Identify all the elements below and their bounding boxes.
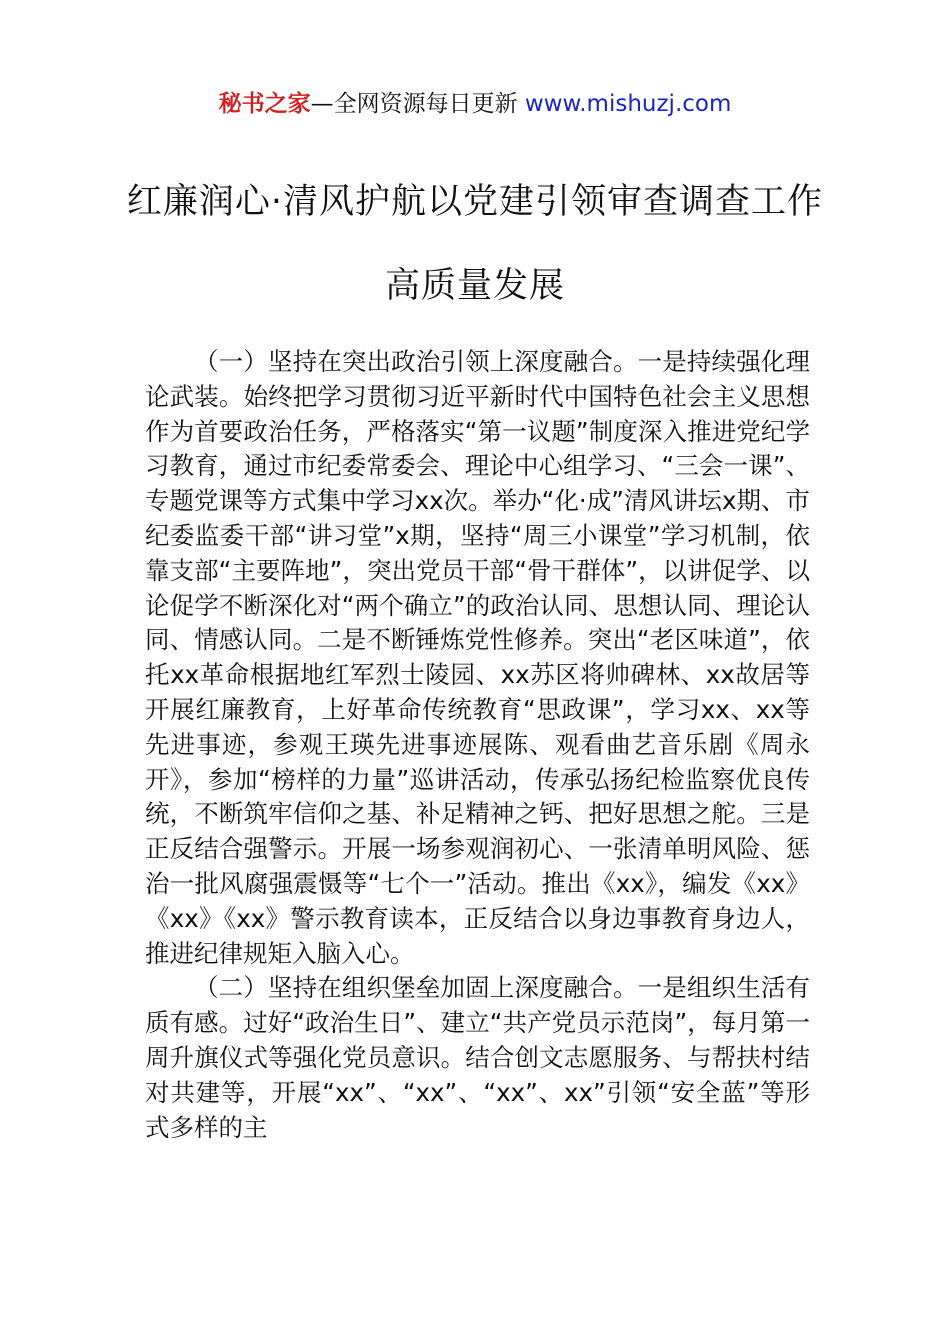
site-url-link[interactable]: www.mishuzj.com [524,91,732,117]
paragraph-1: （一）坚持在突出政治引领上深度融合。一是持续强化理论武装。始终把学习贯彻习近平新时代中国特色社会主义思想作为首要政治任务，严格落实“第一议题”制度深入推进党纪学习教育，通过市纪委常委会、理论中心组学习、“三会一课”、专题党课等方式集中学习xx次。举办“化·成”清风讲坛x期、市纪委监委干部“讲习堂”x期，坚持“周三小课堂”学习机制，依靠支部“主要阵地”，突出党员干部“骨干群体”，以讲促学、以论促学不断深化对“两个确立”的政治认同、思想认同、理论认同、情感认同。二是不断锤炼党性修养。突出“老区味道”，依托xx革命根据地红军烈士陵园、xx苏区将帅碑林、xx故居等开展红廉教育，上好革命传统教育“思政课”，学习xx、xx等先进事迹，参观王瑛先进事迹展陈、观看曲艺音乐剧《周永开》，参加“榜样的力量”巡讲活动，传承弘扬纪检监察优良传统，不断筑牢信仰之基、补足精神之钙、把好思想之舵。三是正反结合强警示。开展一场参观润初心、一张清单明风险、惩治一批风腐强震慑等“七个一”活动。推出《xx》，编发《xx》《xx》《xx》警示教育读本，正反结合以身边事教育身边人，推进纪律规矩入脑入心。 [145,347,810,968]
site-header [0,86,950,122]
document-body [145,345,810,1145]
paragraph-2: （二）坚持在组织堡垒加固上深度融合。一是组织生活有质有感。过好“政治生日”、建立“共产党员示范岗”，每月第一周升旗仪式等强化党员意识。结合创文志愿服务、与帮扶村结对共建等，开展“xx”、“xx”、“xx”、xx”引领“安全蓝”等形式多样的主 [145,973,810,1142]
brand-name: 秘书之家 [218,91,311,117]
header-tagline: —全网资源每日更新 [310,91,525,117]
document-title: 红廉润心·清风护航以党建引领审查调查工作高质量发展 [126,182,824,306]
